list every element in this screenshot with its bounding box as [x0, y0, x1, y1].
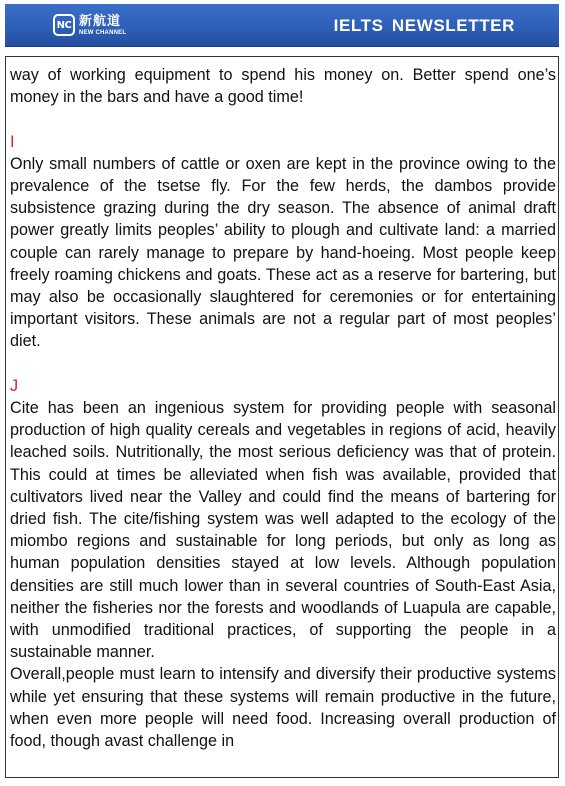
section-letter-i: I	[10, 132, 15, 151]
article-body	[10, 64, 556, 752]
logo-english-name: NEW CHANNEL	[79, 29, 127, 36]
newsletter-title: IELTS NEWSLETTER	[333, 16, 515, 35]
section-i-paragraph: Only small numbers of cattle or oxen are kept in the province owing to the prevalence of the tsetse fly. For the few herds, the dambos provide subsistence grazing during the dry season. The absence of animal draft power greatly limits peoples’ ability to plough and cultivate land: a married couple can rarely manage to prepare by hand-hoeing. Most people keep freely roaming chickens and goats. These act as a reserve for bartering, but may also be occasionally slaughtered for ceremonies or for entertaining important visitors. These animals are not a regular part of most peoples’ diet.	[10, 154, 556, 351]
section-letter-j: J	[10, 376, 19, 395]
logo-mark-icon: NC	[53, 14, 75, 36]
section-j-paragraph: Cite has been an ingenious system for providing people with seasonal production of high quality cereals and vegetables in regions of acid, heavily leached soils. Nutritionally, the most serious deficiency was that of protein. This could at times be alleviated when fish was available, provided that cultivators lived near the Valley and could find the means of bartering for dried fish. The cite/fishing system was well adapted to the ecology of the miombo regions and sustainable for long periods, but only as long as human population densities stayed at low levels. Although population densities are still much lower than in several countries of South-East Asia, neither the fisheries nor the forests and woodlands of Luapula are capable, with unmodified traditional practices, of supporting the people in a sustainable manner.	[10, 399, 556, 662]
newsletter-header	[5, 4, 559, 47]
intro-paragraph: way of working equipment to spend his money on. Better spend one’s money in the bars and have a good time!	[10, 66, 556, 107]
logo-chinese-name: 新航道	[79, 13, 122, 29]
section-j-paragraph-2: Overall,people must learn to intensify and diversify their productive systems while yet ensuring that these systems will remain productive in the future, when even more people will need food. Increasing overall production of food, though avast challenge in	[10, 665, 556, 751]
brand-logo	[53, 12, 126, 38]
